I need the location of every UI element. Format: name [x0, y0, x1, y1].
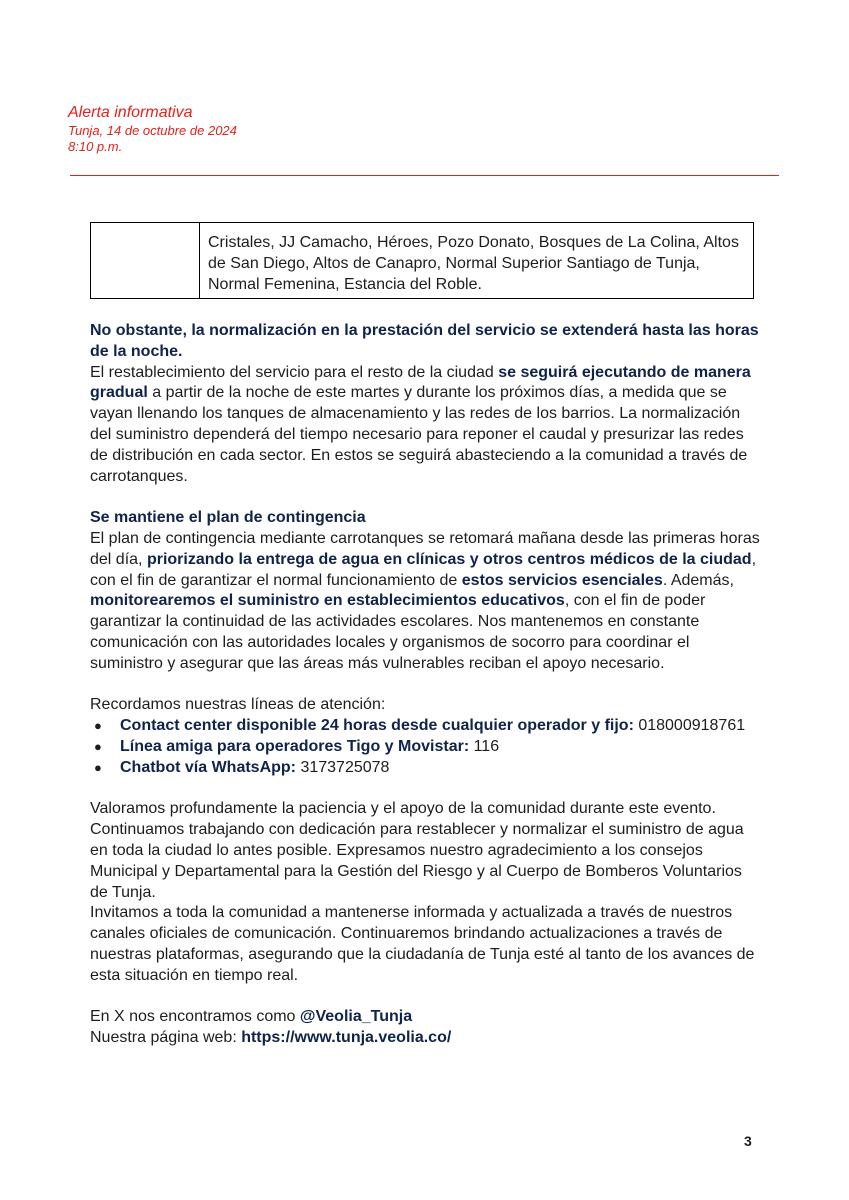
normalization-heading: No obstante, la normalización en la prestación del servicio se extenderá hasta las horas de la noche. — [90, 322, 759, 360]
normalization-paragraph — [90, 363, 762, 488]
contact-lines-list — [90, 716, 762, 778]
invitation-paragraph: Invitamos a toda la comunidad a mantenerse informada y actualizada a través de nuestros canales oficiales de comunicación. Continuaremos brindando actualizaciones a través de nuestras plataformas, asegurando que la ciudadanía de Tunja esté al tanto de los avances de esta situación en tiempo real. — [90, 904, 755, 984]
alert-title: Alerta informativa — [68, 104, 193, 121]
gratitude-paragraph: Valoramos profundamente la paciencia y el apoyo de la comunidad durante este evento. Continuamos trabajando con dedicación para restablecer y normalizar el suministro de agua en toda la ciudad lo antes posible. Expresamos nuestro agradecimiento a los consejos Municipal y Departamental para la Gestión del Riesgo y al Cuerpo de Bomberos Voluntarios de Tunja. — [90, 800, 744, 901]
sector-table-left-cell — [91, 223, 200, 299]
text-run: , con el fin de poder garantizar la continuidad de las actividades escolares. Nos mantenemos en constante comunicación con las autoridades locales y organismos de socorro para coordinar el suministro y asegurar que las áreas más vulnerables reciban el apoyo necesario. — [90, 592, 706, 672]
bold-run: estos servicios esenciales — [461, 571, 663, 589]
x-handle-link[interactable]: @Veolia_Tunja — [299, 1008, 413, 1026]
contact-line-label: Chatbot vía WhatsApp: — [120, 758, 296, 776]
text-run: El plan de contingencia mediante carrotanques se retomará mañana desde las primeras horas del día, — [90, 529, 760, 568]
contingency-paragraph — [90, 529, 762, 675]
bullet-icon: ● — [94, 759, 102, 775]
bold-run: se seguirá ejecutando de manera gradual — [90, 363, 751, 402]
list-item — [90, 758, 762, 779]
bullet-icon: ● — [94, 718, 102, 734]
contingency-heading: Se mantiene el plan de contingencia — [90, 509, 366, 527]
list-item — [90, 716, 762, 737]
contact-line-value: 3173725078 — [296, 758, 390, 776]
website-line — [90, 1028, 762, 1049]
text-run: En X nos encontramos como — [90, 1008, 300, 1026]
list-item — [90, 737, 762, 758]
text-run: a partir de la noche de este martes y durante los próximos días, a medida que se vayan llenando los tanques de almacenamiento y las redes de los barrios. La normalización del suministro dependerá del tiempo necesario para reponer el caudal y presurizar las redes de distribución en cada sector. En estos se seguirá abasteciendo a la comunidad a través de carrotanques. — [90, 384, 748, 485]
page-number: 3 — [744, 1133, 752, 1149]
contact-line-label: Línea amiga para operadores Tigo y Movistar: — [120, 737, 470, 755]
document-header — [68, 103, 237, 155]
document-body — [90, 321, 762, 1049]
contact-line-label: Contact center disponible 24 horas desde cualquier operador y fijo: — [120, 717, 634, 735]
sector-table — [90, 222, 754, 299]
bullet-icon: ● — [94, 738, 102, 754]
bold-run: monitorearemos el suministro en establecimientos educativos — [90, 592, 565, 610]
social-x-line — [90, 1007, 762, 1028]
contact-line-value: 116 — [469, 737, 500, 755]
text-run: . Además, — [662, 571, 734, 589]
website-link[interactable]: https://www.tunja.veolia.co/ — [241, 1029, 452, 1047]
alert-date: Tunja, 14 de octubre de 2024 — [68, 123, 237, 138]
alert-time: 8:10 p.m. — [68, 139, 123, 154]
text-run: , con el fin de garantizar el normal funcionamiento de — [90, 550, 757, 589]
bold-run: priorizando la entrega de agua en clínicas y otros centros médicos de la ciudad — [146, 550, 752, 568]
sector-table-neighborhoods-cell: Cristales, JJ Camacho, Héroes, Pozo Donato, Bosques de La Colina, Altos de San Diego, Altos de Canapro, Normal Superior Santiago de Tunja, Normal Femenina, Estancia del Roble. — [200, 223, 754, 299]
text-run: El restablecimiento del servicio para el resto de la ciudad — [90, 363, 499, 381]
contact-intro: Recordamos nuestras líneas de atención: — [90, 696, 386, 714]
header-divider — [70, 175, 779, 176]
table-row — [91, 223, 754, 299]
text-run: Nuestra página web: — [90, 1029, 242, 1047]
contact-line-value: 018000918761 — [633, 717, 746, 735]
